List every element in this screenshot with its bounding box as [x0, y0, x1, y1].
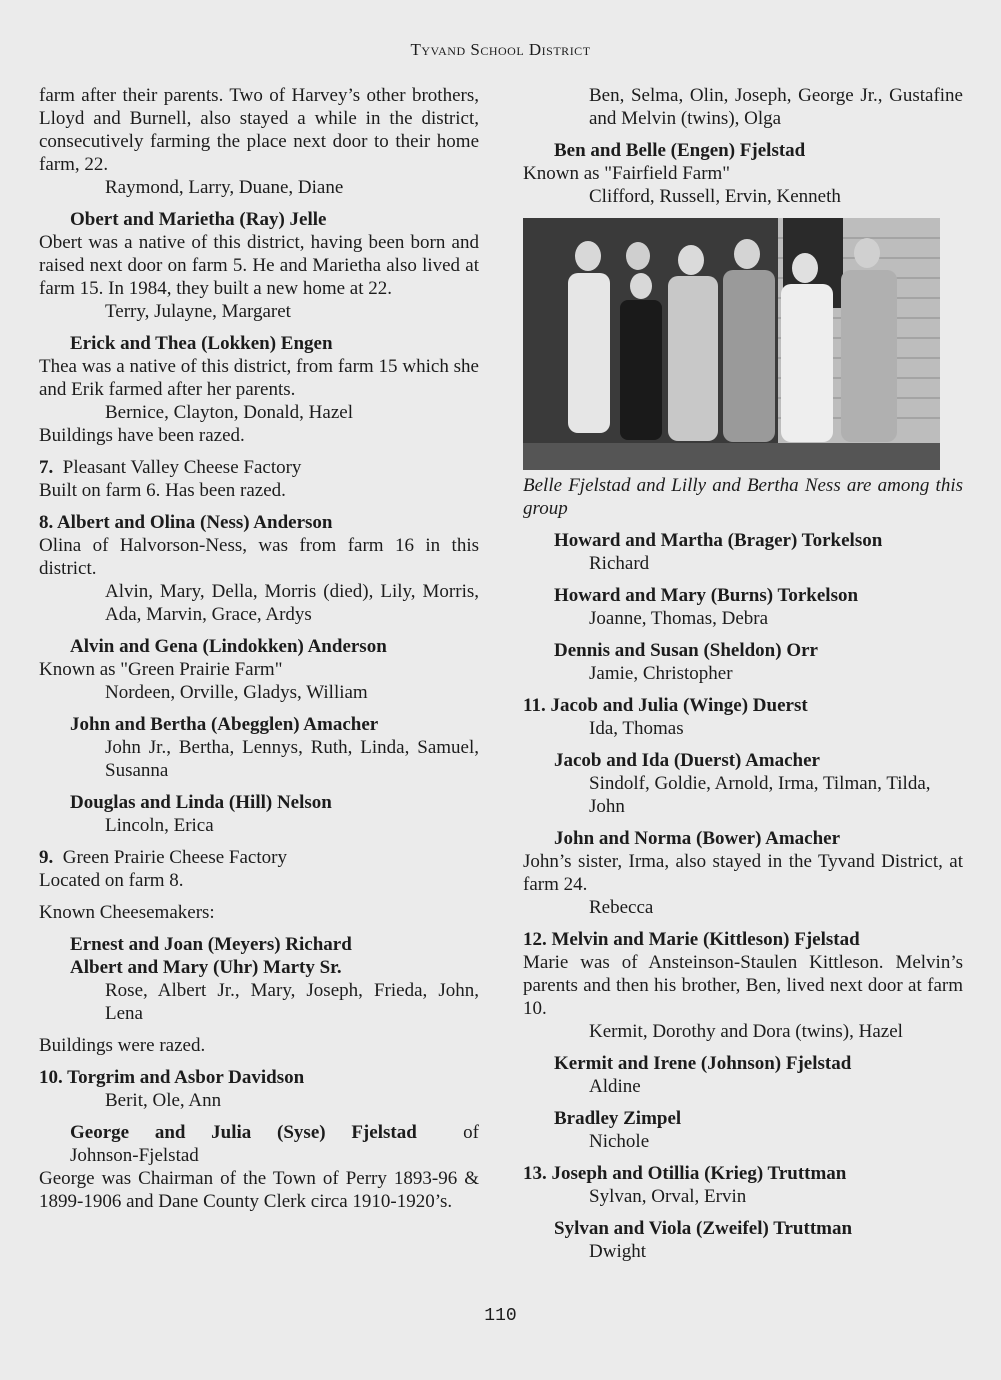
- children-list: Richard: [589, 553, 650, 574]
- section-heading: [39, 456, 479, 479]
- family-heading: George and Julia (Syse) Fjelstad: [70, 1122, 417, 1143]
- children-list: Bernice, Clayton, Donald, Hazel: [105, 402, 353, 423]
- paragraph: Known as "Fairfield Farm": [523, 163, 731, 184]
- family-heading: John and Norma (Bower) Amacher: [554, 828, 841, 849]
- children-list: Clifford, Russell, Ervin, Kenneth: [589, 186, 841, 207]
- paragraph: Obert was a native of this district, having been born and raised next door on farm 5. He and Marietha also lived at farm 15. In 1984, they built a new home at 22.: [39, 232, 479, 299]
- family-heading: Erick and Thea (Lokken) Engen: [70, 333, 333, 354]
- group-photo-image: [523, 218, 940, 470]
- paragraph: John’s sister, Irma, also stayed in the Tyvand District, at farm 24.: [523, 851, 963, 895]
- children-list: Sindolf, Goldie, Arnold, Irma, Tilman, Tilda, John: [589, 773, 931, 817]
- section-heading: 12. Melvin and Marie (Kittleson) Fjelstad: [523, 929, 860, 950]
- running-header: Tyvand School District: [410, 40, 591, 59]
- section-heading: [39, 846, 479, 869]
- children-list: Terry, Julayne, Margaret: [105, 301, 291, 322]
- paragraph: Located on farm 8.: [39, 870, 184, 891]
- family-heading: Sylvan and Viola (Zweifel) Truttman: [554, 1218, 853, 1239]
- children-list: Aldine: [589, 1076, 641, 1097]
- family-heading: Ben and Belle (Engen) Fjelstad: [554, 140, 806, 161]
- children-list: Nordeen, Orville, Gladys, William: [105, 682, 368, 703]
- section-title: Pleasant Valley Cheese Factory: [62, 457, 302, 478]
- section-heading: 11. Jacob and Julia (Winge) Duerst: [523, 695, 808, 716]
- children-list: Jamie, Christopher: [589, 663, 733, 684]
- family-heading: Kermit and Irene (Johnson) Fjelstad: [554, 1053, 852, 1074]
- children-list: Lincoln, Erica: [105, 815, 214, 836]
- family-heading: Albert and Mary (Uhr) Marty Sr.: [70, 957, 342, 978]
- paragraph: Known Cheesemakers:: [39, 902, 215, 923]
- family-heading: Ernest and Joan (Meyers) Richard: [70, 934, 352, 955]
- paragraph: Known as "Green Prairie Farm": [39, 659, 283, 680]
- children-list: Rose, Albert Jr., Mary, Joseph, Frieda, John, Lena: [105, 980, 479, 1024]
- page-number: 110: [484, 1306, 517, 1326]
- paragraph: Buildings have been razed.: [39, 425, 245, 446]
- photo-caption: Belle Fjelstad and Lilly and Bertha Ness are among this group: [523, 475, 963, 519]
- section-number: 9.: [39, 847, 54, 868]
- children-list: Rebecca: [589, 897, 654, 918]
- children-list: Alvin, Mary, Della, Morris (died), Lily, Morris, Ada, Marvin, Grace, Ardys: [105, 581, 479, 625]
- paragraph: George was Chairman of the Town of Perry 1893-96 & 1899-1906 and Dane County Clerk circa 1910-1920’s.: [39, 1168, 479, 1212]
- children-list: Kermit, Dorothy and Dora (twins), Hazel: [589, 1021, 903, 1042]
- children-list: Ben, Selma, Olin, Joseph, George Jr., Gustafine and Melvin (twins), Olga: [589, 85, 963, 129]
- right-column: [523, 84, 963, 1263]
- paragraph: Thea was a native of this district, from farm 15 which she and Erik farmed after her parents.: [39, 356, 479, 400]
- paragraph: Marie was of Ansteinson-Staulen Kittleson. Melvin’s parents and then his brother, Ben, lived next door at farm 10.: [523, 952, 963, 1019]
- paragraph: Built on farm 6. Has been razed.: [39, 480, 286, 501]
- family-heading: Howard and Martha (Brager) Torkelson: [554, 530, 883, 551]
- paragraph: Olina of Halvorson-Ness, was from farm 16 in this district.: [39, 535, 479, 579]
- family-heading: Dennis and Susan (Sheldon) Orr: [554, 640, 818, 661]
- children-list: Raymond, Larry, Duane, Diane: [105, 177, 344, 198]
- family-heading: Obert and Marietha (Ray) Jelle: [70, 209, 327, 230]
- section-number: 7.: [39, 457, 54, 478]
- children-list: Joanne, Thomas, Debra: [589, 608, 769, 629]
- section-title: Green Prairie Cheese Factory: [62, 847, 287, 868]
- section-heading: 13. Joseph and Otillia (Krieg) Truttman: [523, 1163, 847, 1184]
- family-heading: Bradley Zimpel: [554, 1108, 682, 1129]
- family-heading: Douglas and Linda (Hill) Nelson: [70, 792, 332, 813]
- family-heading-line: [39, 1121, 479, 1167]
- family-heading: Howard and Mary (Burns) Torkelson: [554, 585, 859, 606]
- children-list: Sylvan, Orval, Ervin: [589, 1186, 747, 1207]
- group-photo: [523, 218, 940, 470]
- family-heading: Jacob and Ida (Duerst) Amacher: [554, 750, 820, 771]
- children-list: Nichole: [589, 1131, 650, 1152]
- family-heading-suffix: of Johnson-Fjelstad: [70, 1122, 479, 1166]
- paragraph: Buildings were razed.: [39, 1035, 206, 1056]
- section-heading: 8. Albert and Olina (Ness) Anderson: [39, 512, 333, 533]
- left-column: [39, 84, 479, 1213]
- children-list: Berit, Ole, Ann: [105, 1090, 222, 1111]
- children-list: John Jr., Bertha, Lennys, Ruth, Linda, Samuel, Susanna: [105, 737, 479, 781]
- family-heading: Alvin and Gena (Lindokken) Anderson: [70, 636, 387, 657]
- family-heading: John and Bertha (Abegglen) Amacher: [70, 714, 379, 735]
- section-heading: 10. Torgrim and Asbor Davidson: [39, 1067, 305, 1088]
- children-list: Ida, Thomas: [589, 718, 684, 739]
- children-list: Dwight: [589, 1241, 646, 1262]
- paragraph: farm after their parents. Two of Harvey’s other brothers, Lloyd and Burnell, also stayed a while in the district, consecutively farming the place next door to their home farm, 22.: [39, 85, 479, 175]
